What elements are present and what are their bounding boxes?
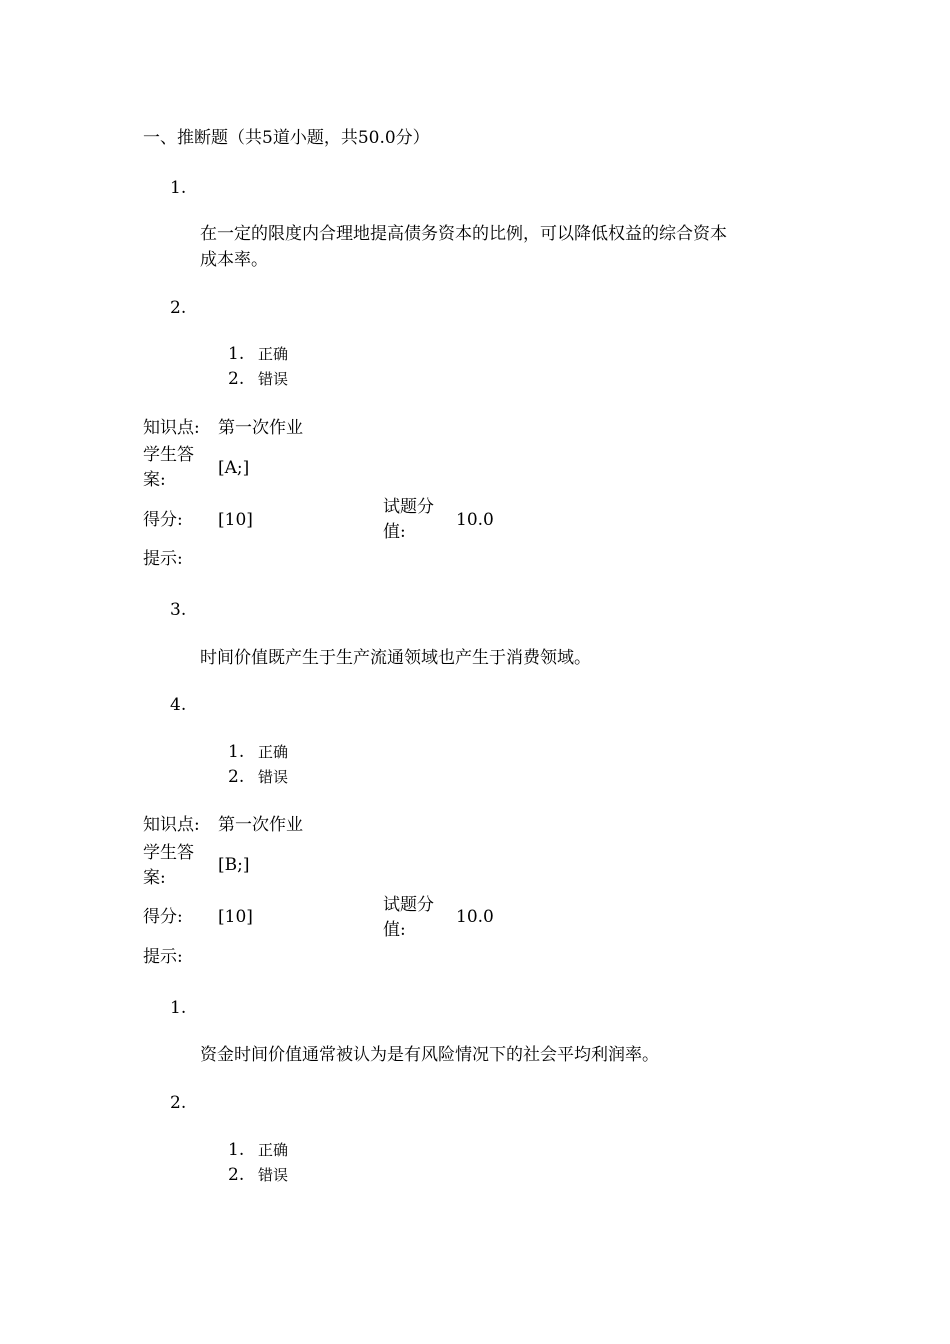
option-number: 2. (228, 767, 245, 787)
option-number: 1. (228, 1140, 245, 1160)
score-value: [10] (218, 907, 253, 927)
item-value-label-cont: 值: (383, 920, 406, 940)
item-value: 10.0 (456, 907, 494, 927)
option-number: 2. (228, 1165, 245, 1185)
knowledge-label: 知识点: (143, 815, 200, 835)
question-text: 资金时间价值通常被认为是有风险情况下的社会平均利润率。 (200, 1045, 659, 1065)
student-answer-label: 学生答 (143, 843, 194, 863)
student-answer-label-cont: 案: (143, 470, 166, 490)
question-number: 2. (170, 1093, 187, 1113)
option-correct: 正确 (258, 743, 289, 761)
option-correct: 正确 (258, 345, 289, 363)
hint-label: 提示: (143, 947, 183, 967)
question-number: 1. (170, 178, 187, 198)
option-number: 1. (228, 344, 245, 364)
question-text: 在一定的限度内合理地提高债务资本的比例，可以降低权益的综合资本 (200, 224, 727, 244)
question-number: 3. (170, 600, 187, 620)
student-answer-label-cont: 案: (143, 868, 166, 888)
item-value-label: 试题分 (383, 497, 434, 517)
question-text-cont: 成本率。 (200, 250, 268, 270)
section-title: 一、推断题（共5道小题，共50.0分） (143, 128, 430, 148)
option-wrong: 错误 (258, 370, 289, 388)
student-answer-value: [B;] (218, 855, 250, 875)
score-value: [10] (218, 510, 253, 530)
student-answer-label: 学生答 (143, 445, 194, 465)
hint-label: 提示: (143, 549, 183, 569)
knowledge-label: 知识点: (143, 418, 200, 438)
knowledge-value: 第一次作业 (218, 418, 303, 438)
student-answer-value: [A;] (218, 458, 250, 478)
question-number: 2. (170, 298, 187, 318)
question-number: 1. (170, 998, 187, 1018)
option-wrong: 错误 (258, 768, 289, 786)
option-number: 1. (228, 742, 245, 762)
question-text: 时间价值既产生于生产流通领域也产生于消费领域。 (200, 648, 591, 668)
item-value-label-cont: 值: (383, 522, 406, 542)
option-correct: 正确 (258, 1141, 289, 1159)
question-number: 4. (170, 695, 187, 715)
option-wrong: 错误 (258, 1166, 289, 1184)
score-label: 得分: (143, 907, 183, 927)
item-value: 10.0 (456, 510, 494, 530)
score-label: 得分: (143, 510, 183, 530)
item-value-label: 试题分 (383, 895, 434, 915)
knowledge-value: 第一次作业 (218, 815, 303, 835)
option-number: 2. (228, 369, 245, 389)
